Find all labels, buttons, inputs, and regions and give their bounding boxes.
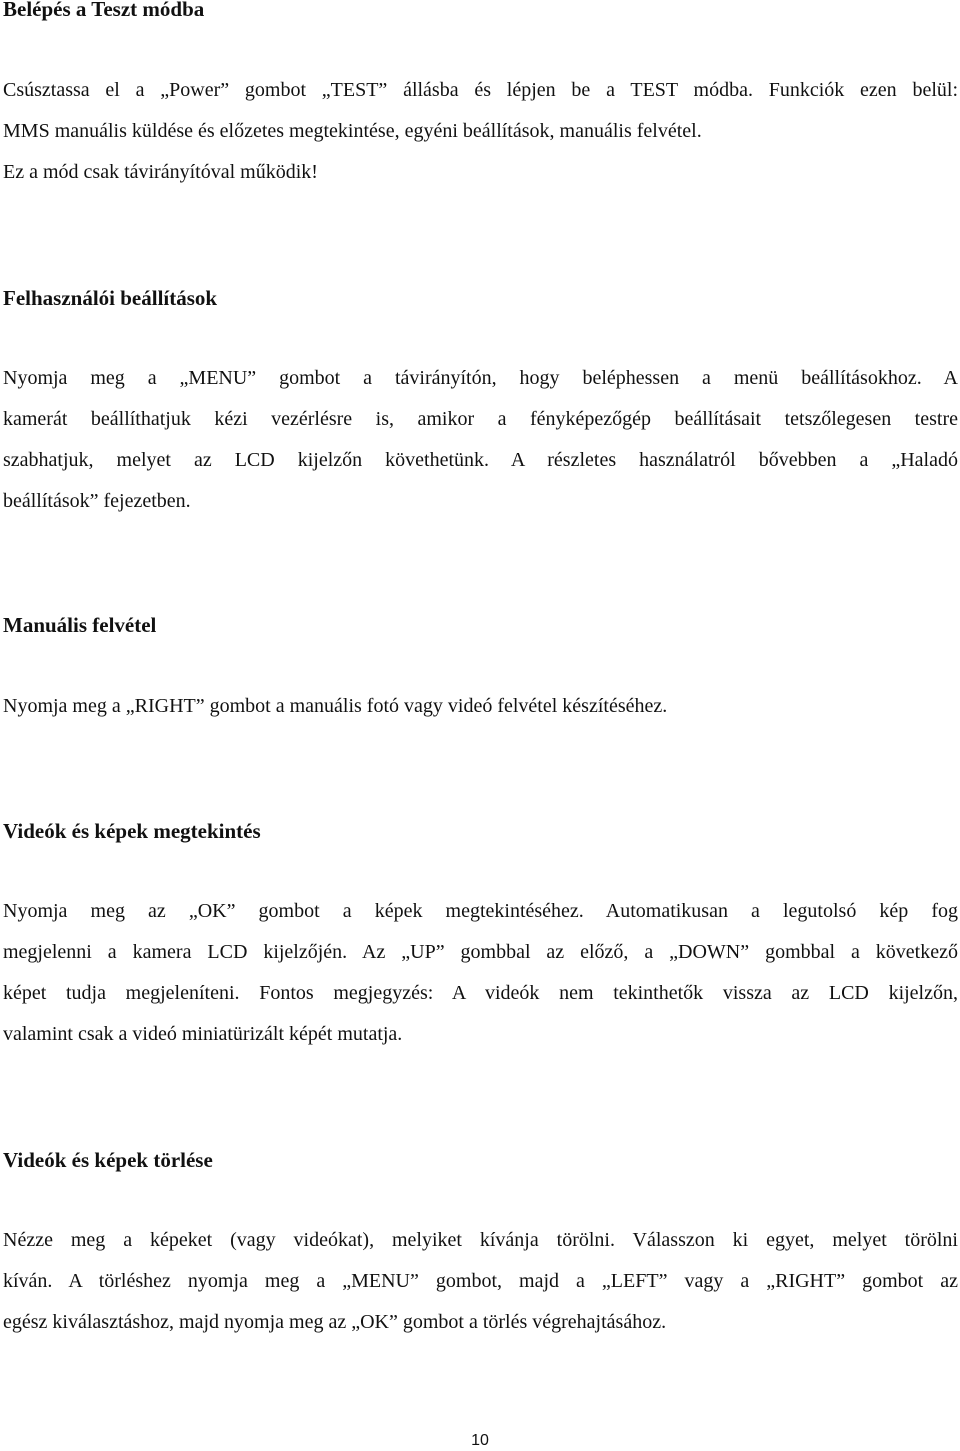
paragraph-line: Nyomja meg az „OK” gombot a képek megtekintéséhez. Automatikusan a legutolsó kép fog [3,900,958,922]
section-paragraph-user-settings [3,358,958,522]
paragraph-line: valamint csak a videó miniatürizált képét mutatja. [3,1023,403,1045]
paragraph-line: Nyomja meg a „RIGHT” gombot a manuális fotó vagy videó felvétel készítéséhez. [3,695,668,717]
paragraph-line: Ez a mód csak távirányítóval működik! [3,161,318,183]
paragraph-line: szabhatjuk, melyet az LCD kijelzőn követhetünk. A részletes használatról bővebben a „Haladó [3,449,958,471]
section-heading-delete-media: Videók és képek törlése [3,1148,213,1172]
paragraph-line: kíván. A törléshez nyomja meg a „MENU” gombot, majd a „LEFT” vagy a „RIGHT” gombot az [3,1270,958,1292]
paragraph-line: Nézze meg a képeket (vagy videókat), melyiket kívánja törölni. Válasszon ki egyet, melyet törölni [3,1229,958,1251]
section-paragraph-view-media [3,891,958,1055]
section-paragraph-delete-media [3,1220,958,1343]
paragraph-line: MMS manuális küldése és előzetes megtekintése, egyéni beállítások, manuális felvétel. [3,120,702,142]
paragraph-line: beállítások” fejezetben. [3,490,191,512]
section-heading-test-mode: Belépés a Teszt módba [3,0,205,21]
page-number: 10 [471,1432,489,1449]
paragraph-line: megjelenni a kamera LCD kijelzőjén. Az „UP” gombbal az előző, a „DOWN” gombbal a következő [3,941,958,963]
paragraph-line: Csúsztassa el a „Power” gombot „TEST” állásba és lépjen be a TEST módba. Funkciók ezen belül: [3,79,958,101]
paragraph-line: egész kiválasztáshoz, majd nyomja meg az „OK” gombot a törlés végrehajtásához. [3,1311,667,1333]
section-heading-manual-capture: Manuális felvétel [3,613,157,637]
paragraph-line: Nyomja meg a „MENU” gombot a távirányítón, hogy beléphessen a menü beállításokhoz. A [3,367,958,389]
paragraph-line: kamerát beállíthatjuk kézi vezérlésre is, amikor a fényképezőgép beállításait tetszőlegesen testre [3,408,958,430]
paragraph-line: képet tudja megjeleníteni. Fontos megjegyzés: A videók nem tekinthetők vissza az LCD kijelzőn, [3,982,958,1004]
section-heading-user-settings: Felhasználói beállítások [3,286,218,310]
section-paragraph-test-mode [3,70,958,193]
section-paragraph-manual-capture [3,686,958,727]
section-heading-view-media: Videók és képek megtekintés [3,819,261,843]
